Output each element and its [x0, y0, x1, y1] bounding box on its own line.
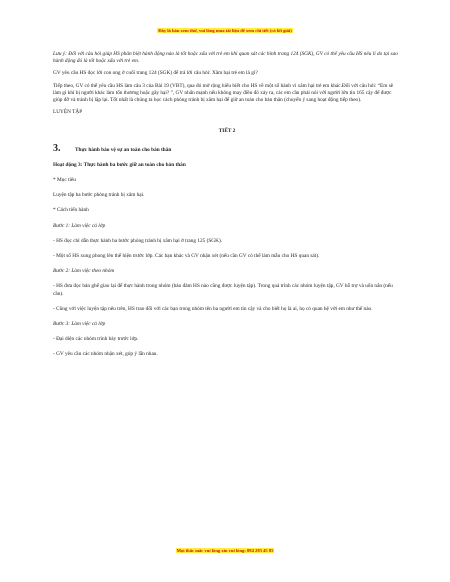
lesson-heading: TIẾT 2: [218, 128, 236, 135]
activity-heading: Hoạt động 3: Thực hành ba bước giữ an toàn cho bản thân: [53, 161, 186, 168]
document-body: [53, 51, 401, 359]
paragraph-question: GV yêu cầu HS đọc lời con ong ở cuối trang 124 (SGK) để trả lời câu hỏi: Xâm hại trẻ em là gì?: [53, 70, 258, 77]
header-notice-text: Đây là bản xem thử, vui lòng mua tài liệu để xem chi tiết (có lời giải): [158, 28, 292, 33]
step1-item-b: - Một số HS xung phong lên thể hiện trước lớp. Các bạn khác và GV nhận xét (nếu cần GV có thể làm mẫu cho HS quan sát).: [53, 253, 320, 260]
footer-notice-text: Mọi thắc mắc vui lòng xin vui lòng: 084 283 45 85: [176, 548, 274, 553]
section-number: 3.: [53, 142, 61, 154]
section-heading: [53, 142, 401, 154]
paragraph-followup: Tiếp theo, GV có thể yêu cầu HS làm câu 3 của Bài 19 (VBT), qua đó mở rộng hiểu biết cho HS về một số hành vi xâm hại trẻ em khác.Đối với câu hỏi: “Em sẽ làm gì khi bị người khác làm tổn thương hoặc gây hại? ”, GV nhấn mạnh nếu không may điều đó xảy ra, các em cần phải nói với người lớn tin 165 cậy để được giúp đỡ và tránh bị lặp lại. Tốt nhất là chúng ta học cách phòng tránh bị xâm hại để giữ an toàn cho bản thân (chuyển ý sang hoạt động tiếp theo).: [53, 82, 394, 104]
goal-label: * Mục tiêu: [53, 177, 76, 184]
step1-label: Bước 1: Làm việc cả lớp: [53, 222, 106, 229]
step2-item-a: - HS đưa đọc bản ghế giao lại để thực hành trong nhóm (bảo đảm HS nào cũng được luyện tập). Trong quá trình các nhóm luyện tập, GV hỗ trợ và uốn nắn (nếu cần).: [53, 283, 393, 297]
section-title: Thực hành bảo vệ sự an toàn cho bản thân: [75, 146, 172, 153]
method-label: * Cách tiến hành: [53, 207, 89, 214]
step3-item-b: - GV yêu cầu các nhóm nhận xét, góp ý lẫn nhau.: [53, 351, 158, 358]
footer-notice: [0, 548, 450, 553]
step2-item-b: - Cũng với việc luyện tập nêu trên, HS trao đổi với các bạn trong nhóm tên ba người em tin cậy và cho biết họ là ai, họ có quan hệ với em như thế nào.: [53, 305, 373, 312]
step3-label: Bước 3: Làm việc cả lớp: [53, 321, 106, 328]
header-notice: [0, 28, 450, 33]
note-paragraph: Lưu ý: Đối với câu hỏi giúp HS phân biệt hành động nào là tốt hoặc xấu với trẻ em khi quan sát các hình trang 124 (SGK), GV có thể yêu cầu HS nêu lí do tại sao hành động đó là tốt hoặc xấu với trẻ em.: [53, 51, 398, 65]
step1-item-a: - HS đọc chỉ dẫn thực hành ba bước phòng tránh bị xâm hại ở trang 125 (SGK).: [53, 237, 223, 244]
goal-text: Luyện tập ba bước phòng tránh bị xâm hại.: [53, 192, 145, 199]
step2-label: Bước 2: Làm việc theo nhóm: [53, 268, 115, 275]
practice-heading: LUYỆN TẬP: [53, 109, 83, 116]
step3-item-a: - Đại diện các nhóm trình bày trước lớp.: [53, 336, 139, 343]
